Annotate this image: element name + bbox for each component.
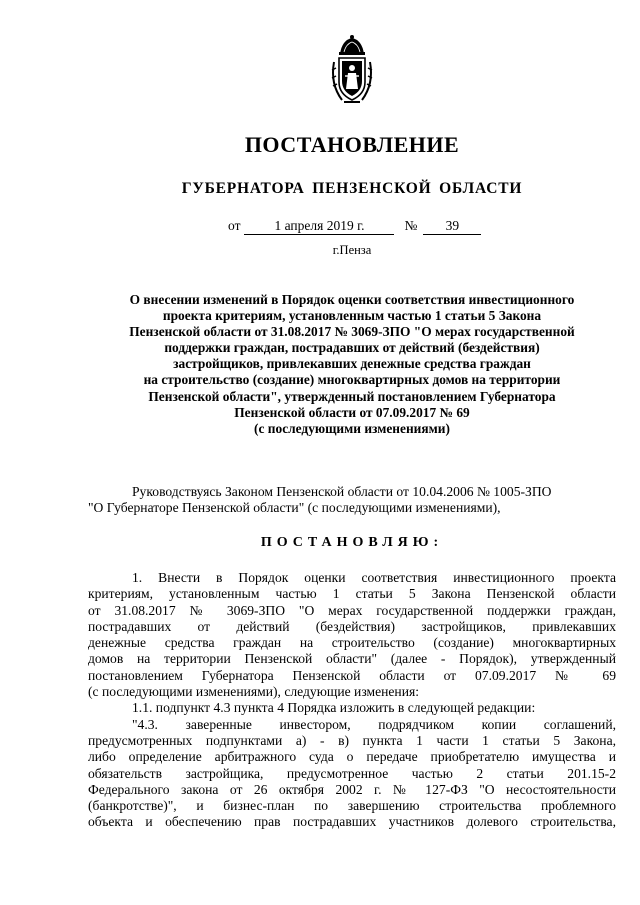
body-line: пострадавших от действий (бездействия) застройщиков, привлекавших [88,618,616,634]
resolution-heading [88,292,616,437]
issuer-subtitle: ГУБЕРНАТОРА ПЕНЗЕНСКОЙ ОБЛАСТИ [181,180,523,197]
date-value: 1 апреля 2019 г. [244,219,394,235]
coat-of-arms-emblem [328,34,376,106]
intro-paragraph [88,484,616,517]
heading-line: проекта критериям, установленным частью 1 статьи 5 Закона [162,308,542,324]
heading-line: О внесении изменений в Порядок оценки соответствия инвестиционного [129,292,575,307]
body-line: "4.3. заверенные инвестором, подрядчиком копии соглашений, [132,716,616,732]
body-line: предусмотренных подпунктами а) - в) пункта 1 части 1 статьи 5 Закона, [88,732,616,748]
heading-line: Пензенской области", утвержденный постановлением Губернатора [148,388,556,404]
body-line: 1.1. подпункт 4.3 пункта 4 Порядка изложить в следующей редакции: [132,700,536,716]
date-number-line [228,218,481,235]
heading-line: застройщиков, привлекавших денежные средства граждан [173,356,531,372]
body-text [88,570,616,831]
city-label: г.Пенза [332,243,372,257]
heading-line: (с последующими изменениями) [254,420,450,436]
document-title: ПОСТАНОВЛЕНИЕ [244,132,460,157]
body-line: 1. Внести в Порядок оценки соответствия инвестиционного проекта [132,570,616,585]
body-line: объекта и обеспечению прав пострадавших участников долевого строительства, [88,814,616,830]
decree-word: ПОСТАНОВЛЯЮ: [260,535,444,550]
intro-line: Руководствуясь Законом Пензенской области от 10.04.2006 № 1005-ЗПО [132,484,552,499]
body-line: либо определение арбитражного суда о передаче приобретателю имущества и [88,749,616,765]
number-value: 39 [423,219,481,235]
intro-line: "О Губернаторе Пензенской области" (с последующими изменениями), [88,500,501,516]
body-line: от 31.08.2017 № 3069-ЗПО "О мерах государственной поддержки граждан, [88,602,616,618]
body-line: денежные средства граждан на строительство (создание) многоквартирных [88,635,616,651]
heading-line: поддержки граждан, пострадавших от действий (бездействия) [164,340,540,356]
body-line: (с последующими изменениями), следующие изменения: [88,684,420,700]
body-line: постановлением Губернатора Пензенской области от 07.09.2017 № 69 [88,667,616,683]
body-line: критериям, установленным частью 1 статьи 5 Закона Пензенской области [88,586,616,602]
heading-line: Пензенской области от 31.08.2017 № 3069-ЗПО "О мерах государственной [129,324,575,340]
body-line: обязательств застройщика, предусмотренное частью 2 статьи 201.15-2 [88,765,616,781]
heading-line: Пензенской области от 07.09.2017 № 69 [234,404,470,420]
date-label: от [228,218,241,233]
body-line: (банкротстве)", и бизнес-план по завершению строительства проблемного [88,798,616,814]
heading-line: на строительство (создание) многоквартирных домов на территории [143,372,561,388]
body-line: Федерального закона от 26 октября 2002 г. № 127-ФЗ "О несостоятельности [88,781,616,797]
number-label: № [404,218,418,233]
body-line: домов на территории Пензенской области" (далее - Порядок), утвержденный [88,651,616,667]
